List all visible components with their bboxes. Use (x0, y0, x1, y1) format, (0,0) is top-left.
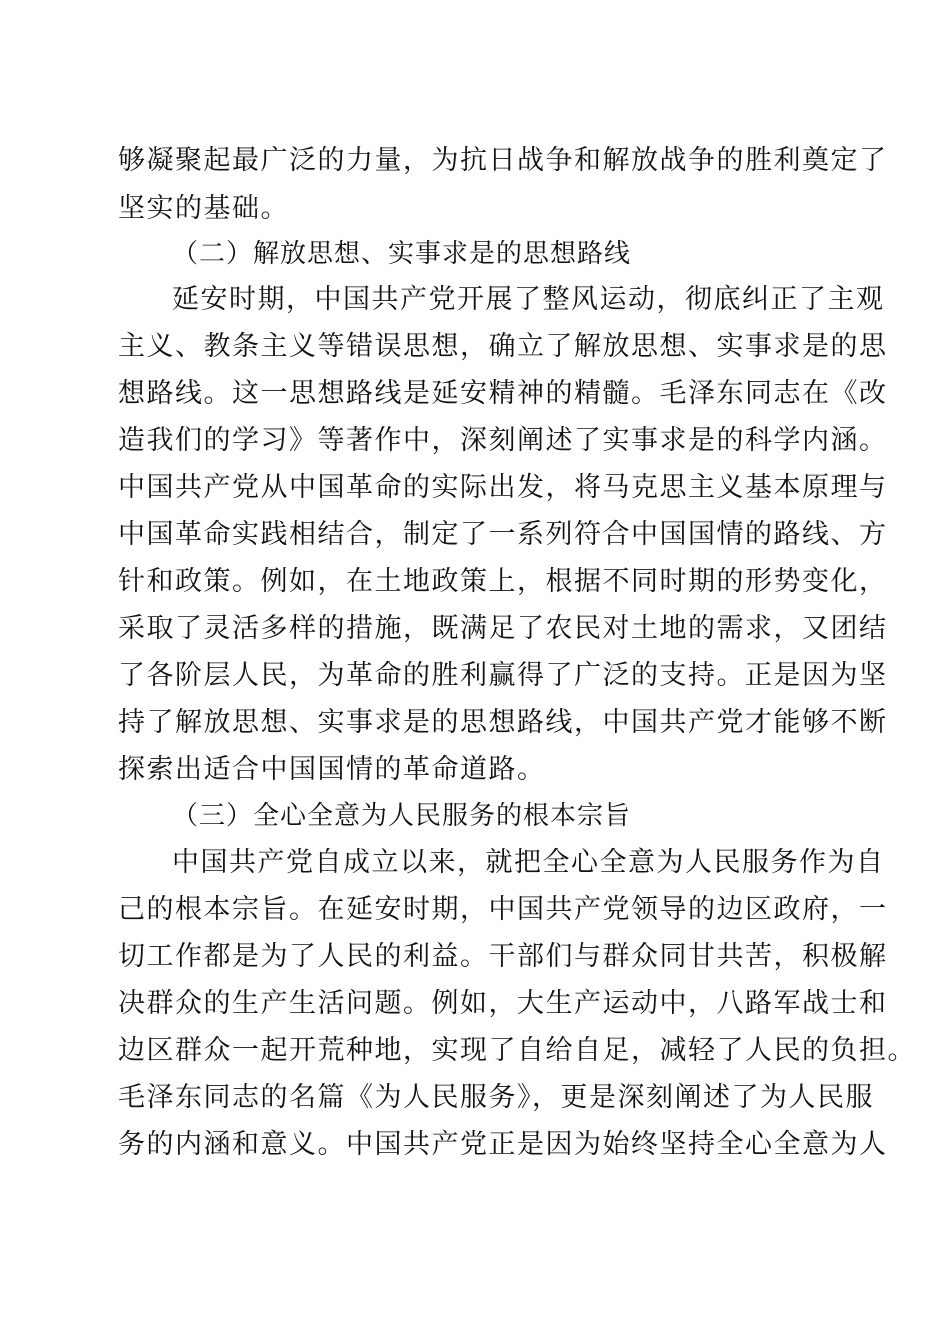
body-line: 切工作都是为了人民的利益。干部们与群众同甘共苦，积极解 (118, 941, 888, 972)
body-line: 持了解放思想、实事求是的思想路线，中国共产党才能够不断 (118, 707, 888, 738)
body-line: 了各阶层人民，为革命的胜利赢得了广泛的支持。正是因为坚 (118, 660, 888, 691)
body-line: 采取了灵活多样的措施，既满足了农民对土地的需求，又团结 (118, 613, 888, 644)
body-line: 务的内涵和意义。中国共产党正是因为始终坚持全心全意为人 (118, 1129, 888, 1160)
section-heading-3: （三）全心全意为人民服务的根本宗旨 (172, 801, 632, 831)
body-line: 毛泽东同志的名篇《为人民服务》，更是深刻阐述了为人民服 (118, 1082, 874, 1113)
body-line: 想路线。这一思想路线是延安精神的精髓。毛泽东同志在《改 (118, 378, 888, 409)
body-line: 针和政策。例如，在土地政策上，根据不同时期的形势变化， (118, 566, 888, 597)
body-line: 造我们的学习》等著作中，深刻阐述了实事求是的科学内涵。 (118, 425, 888, 456)
body-line: 边区群众一起开荒种地，实现了自给自足，减轻了人民的负担。 (118, 1035, 916, 1066)
body-line: 中国共产党自成立以来，就把全心全意为人民服务作为自 (172, 847, 885, 878)
body-line: 够凝聚起最广泛的力量，为抗日战争和解放战争的胜利奠定了 (118, 145, 888, 176)
body-line: 中国共产党从中国革命的实际出发，将马克思主义基本原理与 (118, 472, 888, 503)
body-line: 决群众的生产生活问题。例如，大生产运动中，八路军战士和 (118, 988, 888, 1019)
body-line: 主义、教条主义等错误思想，确立了解放思想、实事求是的思 (118, 331, 888, 362)
body-line: 己的根本宗旨。在延安时期，中国共产党领导的边区政府，一 (118, 894, 888, 925)
section-heading-2: （二）解放思想、实事求是的思想路线 (172, 239, 632, 269)
body-line: 探索出适合中国国情的革命道路。 (118, 754, 546, 785)
body-line: 中国革命实践相结合，制定了一系列符合中国国情的路线、方 (118, 519, 888, 550)
body-line: 延安时期，中国共产党开展了整风运动，彻底纠正了主观 (172, 284, 885, 315)
body-line: 坚实的基础。 (118, 193, 289, 224)
